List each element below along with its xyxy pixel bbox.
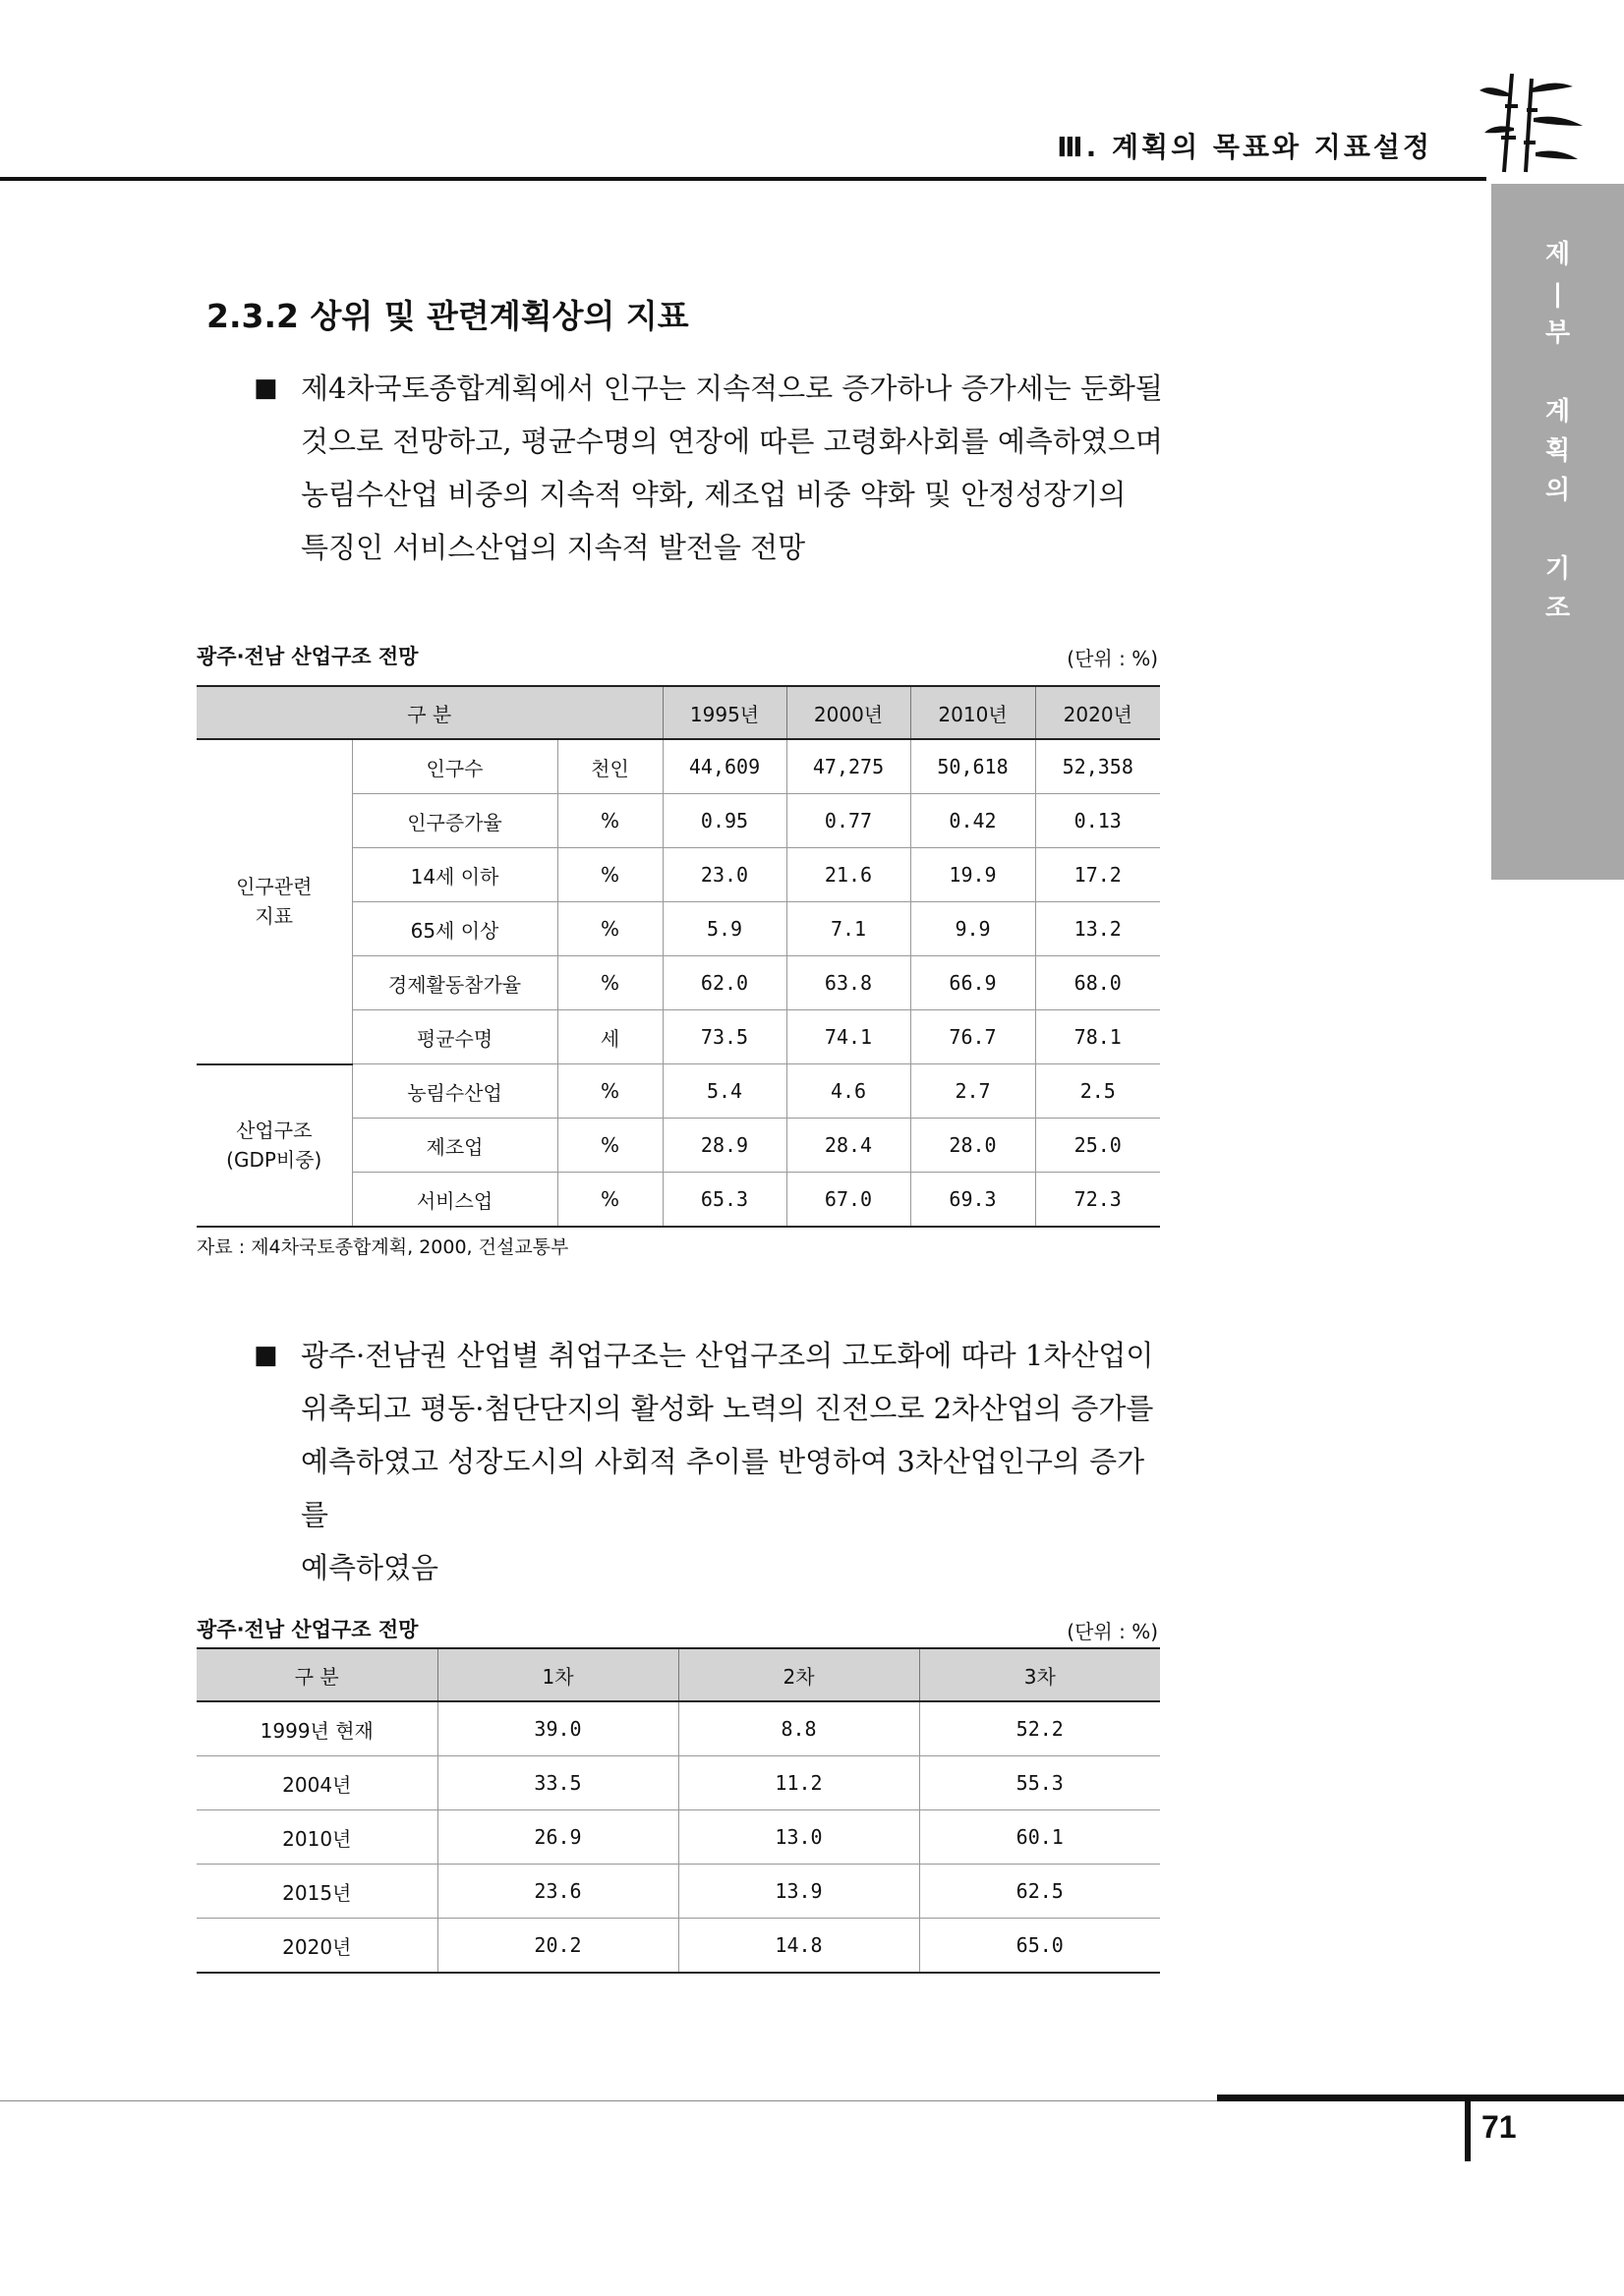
paragraph-line: 위축되고 평동·첨단단지의 활성화 노력의 진전으로 2차산업의 증가를 <box>301 1392 1154 1425</box>
row-label: 2004년 <box>197 1756 437 1810</box>
table-cell: 73.5 <box>663 1010 786 1064</box>
group-label-line: 지표 <box>255 904 294 929</box>
side-tab-char: 부 <box>1544 318 1571 348</box>
row-label: 2015년 <box>197 1865 437 1919</box>
table-cell: 55.3 <box>919 1756 1160 1810</box>
row-unit: % <box>557 902 663 956</box>
row-unit: % <box>557 848 663 902</box>
table-cell: 28.0 <box>910 1119 1035 1173</box>
table-cell: 5.4 <box>663 1064 786 1119</box>
table-cell: 78.1 <box>1035 1010 1160 1064</box>
table-cell: 11.2 <box>678 1756 919 1810</box>
side-tab-char: 제 <box>1544 240 1571 269</box>
table-cell: 13.2 <box>1035 902 1160 956</box>
row-item: 14세 이하 <box>352 848 557 902</box>
table-cell: 66.9 <box>910 956 1035 1010</box>
column-header: 1차 <box>437 1648 678 1701</box>
paragraph-line: 예측하였음 <box>301 1551 439 1584</box>
row-item: 인구수 <box>352 739 557 794</box>
row-unit: % <box>557 956 663 1010</box>
table-cell: 0.42 <box>910 794 1035 848</box>
bamboo-logo-icon <box>1475 69 1593 177</box>
table-row <box>197 1810 1160 1865</box>
side-tab-char: 획 <box>1544 436 1571 466</box>
row-unit: % <box>557 794 663 848</box>
bullet-square-icon: ■ <box>254 1341 278 1370</box>
table-title: 광주·전남 산업구조 전망 <box>197 1618 419 1641</box>
table-cell: 14.8 <box>678 1919 919 1974</box>
table-cell: 74.1 <box>786 1010 910 1064</box>
table-cell: 28.4 <box>786 1119 910 1173</box>
paragraph-line: 제4차국토종합계획에서 인구는 지속적으로 증가하나 증가세는 둔화될 <box>301 372 1163 405</box>
source-note: 자료 : 제4차국토종합계획, 2000, 건설교통부 <box>197 1236 569 1258</box>
row-label: 2010년 <box>197 1810 437 1865</box>
row-item: 제조업 <box>352 1119 557 1173</box>
table-cell: 65.3 <box>663 1173 786 1228</box>
group-label-line: 인구관련 <box>236 875 313 899</box>
column-header: 구 분 <box>197 686 663 739</box>
table-cell: 23.0 <box>663 848 786 902</box>
table-cell: 67.0 <box>786 1173 910 1228</box>
side-chapter-tab <box>1491 184 1624 880</box>
industry-structure-table <box>197 685 1160 1228</box>
table-cell: 7.1 <box>786 902 910 956</box>
table-row <box>197 1865 1160 1919</box>
table-cell: 62.0 <box>663 956 786 1010</box>
row-label: 2020년 <box>197 1919 437 1974</box>
group-label-line: 산업구조 <box>236 1119 313 1143</box>
side-tab-char <box>1553 353 1562 392</box>
paragraph-line: 광주·전남권 산업별 취업구조는 산업구조의 고도화에 따라 1차산업이 <box>301 1339 1154 1372</box>
page-number-bar <box>1465 2100 1471 2161</box>
column-header: 2000년 <box>786 686 910 739</box>
table-cell: 17.2 <box>1035 848 1160 902</box>
table-cell: 13.9 <box>678 1865 919 1919</box>
table-cell: 44,609 <box>663 739 786 794</box>
table-cell: 52,358 <box>1035 739 1160 794</box>
column-header: 구 분 <box>197 1648 437 1701</box>
table-cell: 0.13 <box>1035 794 1160 848</box>
table-cell: 65.0 <box>919 1919 1160 1974</box>
bullet-square-icon: ■ <box>254 373 278 403</box>
group-label-line: (GDP비중) <box>226 1148 322 1173</box>
table-cell: 62.5 <box>919 1865 1160 1919</box>
footer-rule <box>0 2100 1217 2101</box>
row-item: 농림수산업 <box>352 1064 557 1119</box>
table-cell: 2.7 <box>910 1064 1035 1119</box>
table-title: 광주·전남 산업구조 전망 <box>197 645 419 668</box>
section-heading: 2.3.2 상위 및 관련계획상의 지표 <box>206 297 689 335</box>
footer-thick-rule <box>1217 2095 1624 2101</box>
table-cell: 13.0 <box>678 1810 919 1865</box>
table-unit: (단위 : %) <box>1067 647 1158 670</box>
side-tab-char: 계 <box>1544 397 1571 427</box>
paragraph-line: 농림수산업 비중의 지속적 약화, 제조업 비중 약화 및 안정성장기의 <box>301 478 1127 511</box>
column-header: 2010년 <box>910 686 1035 739</box>
table-cell: 4.6 <box>786 1064 910 1119</box>
table-cell: 25.0 <box>1035 1119 1160 1173</box>
row-group-label <box>197 739 352 1064</box>
table-unit: (단위 : %) <box>1067 1620 1158 1643</box>
row-item: 평균수명 <box>352 1010 557 1064</box>
side-tab-char <box>1553 510 1562 549</box>
table-row <box>197 1064 1160 1119</box>
column-header: 1995년 <box>663 686 786 739</box>
side-tab-char: 조 <box>1544 594 1571 623</box>
table-cell: 19.9 <box>910 848 1035 902</box>
table-cell: 28.9 <box>663 1119 786 1173</box>
row-item: 65세 이상 <box>352 902 557 956</box>
paragraph-line: 예측하였고 성장도시의 사회적 추이를 반영하여 3차산업인구의 증가를 <box>301 1445 1145 1531</box>
side-tab-char: | <box>1552 279 1563 309</box>
employment-structure-table <box>197 1647 1160 1974</box>
table-cell: 68.0 <box>1035 956 1160 1010</box>
table-row <box>197 739 1160 794</box>
side-tab-char: 의 <box>1544 476 1571 505</box>
table-cell: 0.77 <box>786 794 910 848</box>
row-group-label <box>197 1064 352 1228</box>
table-cell: 8.8 <box>678 1701 919 1756</box>
bullet-paragraph <box>254 1329 1163 1594</box>
table-cell: 0.95 <box>663 794 786 848</box>
chapter-title: Ⅲ. 계획의 목표와 지표설정 <box>1057 131 1432 163</box>
column-header: 2차 <box>678 1648 919 1701</box>
side-tab-char: 기 <box>1544 554 1571 584</box>
table-row <box>197 1919 1160 1974</box>
table-cell: 33.5 <box>437 1756 678 1810</box>
table-cell: 21.6 <box>786 848 910 902</box>
table-cell: 76.7 <box>910 1010 1035 1064</box>
table-cell: 72.3 <box>1035 1173 1160 1228</box>
paragraph-line: 것으로 전망하고, 평균수명의 연장에 따른 고령화사회를 예측하였으며 <box>301 425 1163 458</box>
table-cell: 26.9 <box>437 1810 678 1865</box>
row-unit: 천인 <box>557 739 663 794</box>
table-cell: 63.8 <box>786 956 910 1010</box>
table-cell: 5.9 <box>663 902 786 956</box>
row-item: 인구증가율 <box>352 794 557 848</box>
table-cell: 23.6 <box>437 1865 678 1919</box>
row-unit: % <box>557 1064 663 1119</box>
row-unit: 세 <box>557 1010 663 1064</box>
row-unit: % <box>557 1173 663 1228</box>
column-header: 3차 <box>919 1648 1160 1701</box>
paragraph-line: 특징인 서비스산업의 지속적 발전을 전망 <box>301 531 806 564</box>
row-item: 서비스업 <box>352 1173 557 1228</box>
table-cell: 9.9 <box>910 902 1035 956</box>
column-header: 2020년 <box>1035 686 1160 739</box>
table-cell: 69.3 <box>910 1173 1035 1228</box>
table-cell: 20.2 <box>437 1919 678 1974</box>
table-cell: 47,275 <box>786 739 910 794</box>
table-cell: 2.5 <box>1035 1064 1160 1119</box>
row-unit: % <box>557 1119 663 1173</box>
bullet-paragraph <box>254 362 1163 574</box>
table-row <box>197 1756 1160 1810</box>
table-cell: 52.2 <box>919 1701 1160 1756</box>
row-label: 1999년 현재 <box>197 1701 437 1756</box>
page-number: 71 <box>1481 2109 1517 2145</box>
table-cell: 60.1 <box>919 1810 1160 1865</box>
header-rule <box>0 177 1486 181</box>
table-cell: 50,618 <box>910 739 1035 794</box>
table-row <box>197 1701 1160 1756</box>
table-cell: 39.0 <box>437 1701 678 1756</box>
row-item: 경제활동참가율 <box>352 956 557 1010</box>
